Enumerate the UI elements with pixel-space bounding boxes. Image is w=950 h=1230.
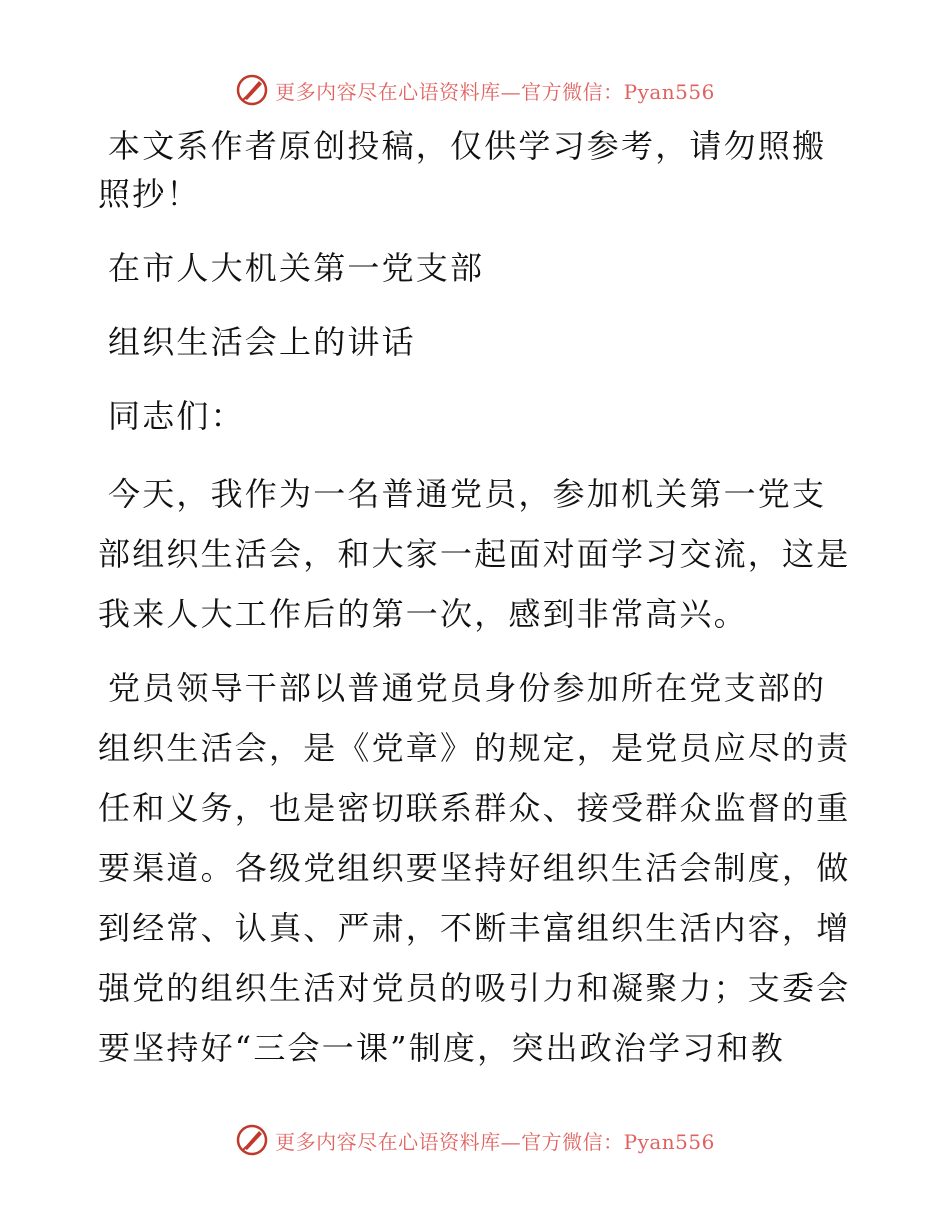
header-watermark bbox=[0, 70, 950, 110]
footer-watermark bbox=[0, 1120, 950, 1160]
title-line-2: 组织生活会上的讲话 bbox=[108, 323, 416, 361]
document-body bbox=[98, 116, 858, 1078]
title-line-1: 在市人大机关第一党支部 bbox=[108, 249, 485, 287]
quill-pen-logo-icon bbox=[235, 1123, 269, 1157]
quill-pen-logo-icon bbox=[235, 73, 269, 107]
body-paragraph: 今天，我作为一名普通党员，参加机关第一党支部组织生活会，和大家一起面对面学习交流，这是我来人大工作后的第一次，感到非常高兴。 bbox=[98, 475, 851, 633]
body-paragraph: 党员领导干部以普通党员身份参加所在党支部的组织生活会，是《党章》的规定，是党员应尽的责任和义务，也是密切联系群众、接受群众监督的重要渠道。各级党组织要坚持好组织生活会制度，做到经常、认真、严肃，不断丰富组织生活内容，增强党的组织生活对党员的吸引力和凝聚力；支委会要坚持好“三会一课”制度，突出政治学习和教 bbox=[98, 669, 851, 1067]
watermark-text: 更多内容尽在心语资料库—官方微信：Pyan556 bbox=[275, 1129, 715, 1154]
watermark-text: 更多内容尽在心语资料库—官方微信：Pyan556 bbox=[275, 79, 715, 104]
salutation: 同志们： bbox=[108, 397, 245, 435]
notice-paragraph: 本文系作者原创投稿，仅供学习参考，请勿照搬照抄！ bbox=[98, 127, 827, 213]
